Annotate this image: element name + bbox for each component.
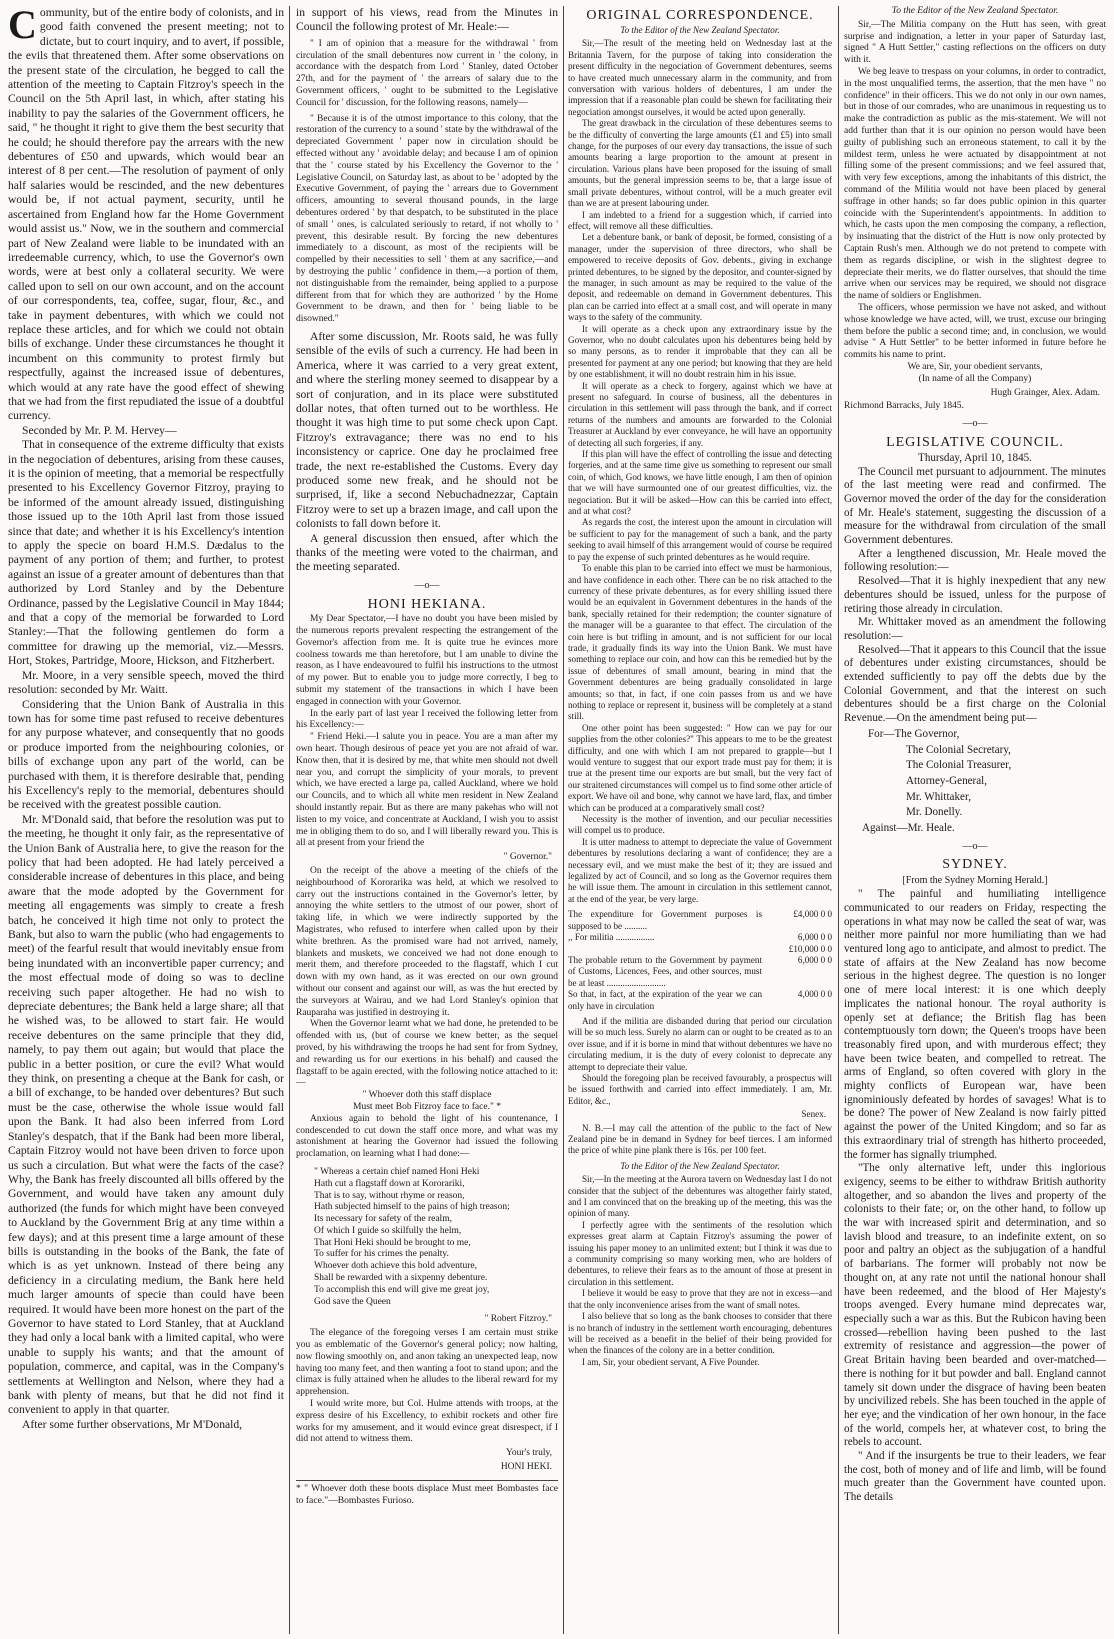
sydney-paragraph: " And if the insurgents be true to their leaders, we fear the cost, both of money and of life and limb, will be found much greater than the Government have counted upon. The details (844, 1450, 1106, 1504)
correspondence-title: ORIGINAL CORRESPONDENCE. (586, 8, 814, 23)
honi-letter-p6: The elegance of the foregoing verses I am certain must strike you as emblematic of the Governor's general policy; now halting, now flowing smoothly on, and anon taking an unexpected leap, now having too many feet, and then wanting a foot to stand upon; and the climax is fully attained when he alludes to the liberal reward for my apprehension. (296, 1328, 558, 1398)
table-row: The probable return to the Government by payment of Customs, Licences, Fees, and other sources, must be at least .......................... 6,000 0 0 (568, 954, 832, 988)
honi-letter-p7: I would write more, but Col. Hulme attends with troops, at the express desire of his Excellency, to exhibit rockets and other fire works for my amusement, and it would evince great disrespect, if I did not attend to witness them. (296, 1399, 558, 1445)
militia-letter-p3: The officers, whose permission we have not asked, and without whose knowledge we have acted, will, we trust, excuse our bringing them before the public a second time; and, in conclusion, we would advise " A Hutt Settler" to be better informed in future before he commits his name to print. (844, 302, 1106, 361)
letter-paragraph: I believe it would be easy to prove that they are not in excess—and that the only inconvenience arises from the want of small notes. (568, 1288, 832, 1310)
council-amendment: Resolved—That it appears to this Council that the issue of debentures under existing circumstances, should be extended sufficiently to pay off the debts due by the Colonial Government, and that the interest on such debentures should be a first charge on the Colonial Revenue.—On the amendment being put— (844, 643, 1106, 725)
poem-line: Hath cut a flagstaff down at Kororariki, (314, 1178, 465, 1189)
militia-signatures: Hugh Grainger, Alex. Adam. (990, 387, 1100, 398)
protest-intro: in support of his views, read from the Minutes in Council the following protest of Mr. Heale:— (296, 6, 558, 34)
heale-protest-2: " Because it is of the utmost importance to this colony, that the restoration of the currency to a sound ' state by the withdrawal of the depreciated Government ' paper now in circulation should be effected without any ' avoidable delay; and because I am of opinion that the ' course stated by his Excellency the Governor to the ' Legislative Council, on Saturday last, as about to be ' adopted by the Executive Government, of paying the ' arrears due to Government officers, amounting to several thousand pounds, in the large debentures ordered ' by that despatch, to be substituted in the place of small ' ones, is calculated seriously to retard, if not wholly to ' prevent, this desirable result. By forcing the new debentures immediately to a discount, as most of the recipients will be compelled by their necessities to sell ' them at any sacrifice,—and by destroying the public ' confidence in them,—a portion of them, not distinguishable from the remainder, being applied to a purpose different from that for which they are authorized ' by the Home Government to be drawn, and then for ' being liable to be disowned." (296, 113, 558, 325)
separator: —o— (414, 579, 440, 591)
poem-signature: " Robert Fitzroy." (484, 1314, 552, 1325)
letter-paragraph: The great drawback in the circulation of these debentures seems to be the difficulty of converting the large amounts (£1 and £5) into small change, for the purposes of our every day transactions, the issue of such amounts bearing a large proportion to the amount at present in circulation. Various plans have been proposed for the issuing of small amounts, but the general impression seems to be, that a large issue of small private debentures, without control, will be a much greater evil than we are at present labouring under. (568, 118, 832, 209)
seconded-line: Seconded by Mr. P. M. Hervey— (22, 423, 177, 437)
governor-letter: " Friend Heki.—I salute you in peace. You are a man after my own heart. Though desirous of peace yet you are not afraid of war. Know then, that it is desired by me, that white men should not dwell near you, and corrupt the simplicity of your morals, to prevent which, we have erected a large pa, called Auckland, where we hold our Councils, and to which all white men resident in New Zealand should instantly repair. But as there are many pakehas who will not listen to my voice, and concentrate at Auckland, I wish you to assist me in obliging them to do so, and I will liberally reward you. This is all at present from your friend the (296, 732, 558, 849)
poem-line: " Whereas a certain chief named Honi Heki (314, 1166, 480, 1177)
proclamation-poem (314, 1167, 558, 1309)
letter-paragraph: To enable this plan to be carried into effect we must be harmonious, and have confidence in each other. There can be no risk attached to the currency of these private debentures, as for every shilling issued there would be an equivalent in Government debentures in the hands of the bank, specially retained for their redemption; the counter signature of the manager will be a guarantee to that effect. The circulation of the coin here is but trifling in amount, and is not sufficient for our local trade, it gradually finds its way into the Union Bank. We must have something to replace our coin, and how can this be remedied but by the issue of debentures of small amount, bearing in mind that the Government debentures are being gradually consolidated in large amounts; so that, in fact, if one coin passes from us and we have nothing to replace or represent it, business will be completely at a stand still. (568, 563, 832, 722)
mcdonald-continuation: After some further observations, Mr M'Donald, (22, 1417, 243, 1431)
council-paragraph: After a lengthened discussion, Mr. Heale moved the following resolution:— (844, 547, 1106, 574)
letter-paragraph: As regards the cost, the interest upon the amount in circulation will be sufficient to pay for the management of such a bank, and the party seeking to avail himself of this arrangement would of course be required to pay the expense of such printed debentures as he would require. (568, 517, 832, 562)
poem-line: That is to say, without rhyme or reason, (314, 1190, 465, 1201)
expenditure-table (568, 909, 832, 1012)
honi-hekiana-title: HONI HEKIANA. (367, 597, 487, 613)
column-2 (296, 6, 558, 1634)
letter-paragraph: I perfectly agree with the sentiments of the resolution which expresses great alarm at Captain Fitzroy's assuming the power of issuing his paper money to an unlimited extent; but I think it was due to a community comprising so many working men, who are holders of debentures, to relieve their fears as to the amount of those at present in circulation in this settlement. (568, 1219, 832, 1287)
sydney-paragraph: "The only alternative left, under this inglorious exigency, seems to be either to withdraw British authority altogether, and so abandon the lives and property of the colonists to their fate; or, on the other hand, to follow up the war with increased spirit and determination, and so lavish blood and treasure, to an indefinite extent, on so poor and paltry an object as the subjugation of a handful of barbarians. The former will probably not now be thought on, at any rate not until the national honour shall have been redeemed, and the blood of Her Majesty's troops avenged. Every humane mind deprecates war, especially such a war as this. But the Rubicon having been crossed—rebellion having been pushed to the last extremity of resistance and aggression—the power of Great Britain having been bearded and over-matched—there is nothing for it but powder and ball. England cannot tamely sit down under the disgrace of having been beaten by uncivilized rebels. She has been touched in the apple of her eye; and the vindication of her own honour, in the face of the world, compels her, at whatever cost, to bring the rebels to account. (844, 1162, 1106, 1449)
vote-for-label: For—The Governor, (868, 727, 960, 740)
letter-closing: Your's truly, (505, 1448, 552, 1459)
resolution-union-bank: Considering that the Union Bank of Australia in this town has for some time past refused to receive debentures for any purpose whatever, and consequently that no goods or produce imported from the neighbouring colonies, or bills of exchange upon any part of the world, can be purchased with them, it is therefore desirable that, pending his Excellency's reply to the memorial, debentures should be received with the greatest possible caution. (8, 697, 284, 812)
militia-letter-p1: Sir,—The Militia company on the Hutt has seen, with great surprise and indignation, a letter in your paper of Saturday last, signed " A Hutt Settler," casting reflections on the officers on duty with it. (844, 19, 1106, 66)
poem-line: Of which I guide so skilfully the helm, (314, 1225, 462, 1236)
editor-address: To the Editor of the New Zealand Spectator. (891, 6, 1059, 16)
sydney-source: [From the Sydney Morning Herald.] (902, 875, 1048, 887)
letter-paragraph: N. B.—I may call the attention of the public to the fact of New Zealand pine be in demand in Sydney for beef tierces. I am informed the price of white pine plank there is 16s. per 100 feet. (568, 1122, 832, 1156)
vote-name: The Colonial Treasurer, (906, 759, 1012, 772)
senex-signature: Senex. (801, 1109, 826, 1120)
table-row: £10,000 0 0 (788, 943, 832, 954)
council-paragraph: Mr. Whittaker moved as an amendment the following resolution:— (844, 616, 1106, 642)
letter-paragraph: If this plan will have the effect of controlling the issue and detecting forgeries, and at the same time give us something to represent our small coin, of which, God knows, we have little enough, I am then of opinion that we will have surmounted one of our greatest difficulties, viz. the negociation. But it will be asked—How can this be carried into effect, and at what cost? (568, 449, 832, 517)
militia-closing: We are, Sir, your obedient servants, (907, 361, 1043, 372)
footnote: * " Whoever doth these boots displace Must meet Bombastes face to face."—Bombastes Furioso. (296, 1480, 558, 1507)
letter-paragraph: It will operate as a check upon any extraordinary issue by the Governor, who no doubt calculates upon his debentures being held by so many persons, as to render it improbable that they can all be presented for payment at any one period; but knowing that they are held by one establishment, it will no doubt restrain him in his issue. (568, 323, 832, 380)
militia-letter-p2: We beg leave to trespass on your columns, in order to contradict, in the most unqualified terms, the assertion, that the men have " no confidence" in their officers. This we do not only in our own names, but in those of our comrades, who are unanimous in requesting us to make the contradiction as public as the mis-statement. We will not add further than that it is our opinion no person would have been guilty of publishing such an erroneous statement, to call it by the mildest term, unless he were actuated by disappointment at not filling some of the present commissions; and we feel assured that, with very few exceptions, among the inhabitants of this district, the command of the Militia would not have been placed by general suffrage in other hands; so far does public opinion in this quarter coincide with the Superintendent's appointments. In addition to which, he casts upon the men composing the company, a reflection, by insinuating that the district of the Hutt is now only protected by Captain Rush's men. Although we do not pretend to compete with them as regards discipline, or wish in the slightest degree to depreciate their merits, we do flatter ourselves, that should the time arrive when our services may be required, we should not disgrace the name of soldiers or Englishmen. (844, 66, 1106, 302)
vote-name: Attorney-General, (906, 774, 988, 787)
separator: —o— (962, 840, 988, 852)
meeting-report-paragraph: Community, but of the entire body of colonists, and in good faith convened the present meeting; not to dictate, but to court inquiry, and to avert, if possible, the evils that threatened them. After some observations on the present state of the circulation, he begged to call the attention of the meeting to Captain Fitzroy's speech in the Council on the 5th April last, in which, after stating his inability to pay the salaries of the Government officers, he said, " he thought it right to give them the best security that he could; he should therefore pay the arrears with the new debentures of £50 and upwards, which would bear an interest of 8 per cent.—The resolution of payment of only half salaries would be rescinded, and the new debentures would be, if not actual payment, security, until he ascertained from England how far the Home Government would assist us." Now, we in the southern and commercial part of New Zealand were liable to be inundated with an irredeemable currency, which, to use the Governor's own words, were at best only a collateral security. We were called upon to sell on our own account, and on the account of our correspondents, tea, coffee, sugar, flour, &c., and take in payment debentures, with which we could not replace these articles, and for which we could not obtain bills of exchange. Under these circumstances he thought it incumbent on this community to protest firmly but respectfully, against the increased issue of debentures, which would at any rate have the good effect of shewing that we had from the first repudiated the issue of a doubtful currency. (8, 6, 284, 423)
vote-name: The Colonial Secretary, (906, 743, 1011, 756)
letter-signoff: I am, Sir, your obedient servant, A Five Pounder. (582, 1356, 760, 1367)
column-rule (838, 6, 839, 1634)
table-row: The expenditure for Government purposes is supposed to be .......... £4,000 0 0 (568, 909, 832, 931)
table-row: So that, in fact, at the expiration of the year we can only have in circulation 4,000 0 0 (568, 989, 832, 1011)
staff-notice-line-1: " Whoever doth this staff displace (362, 1090, 492, 1101)
vote-against: Against—Mr. Heale. (862, 822, 955, 835)
poem-line: Shall be rewarded with a sixpenny debenture. (314, 1273, 488, 1284)
letter-paragraph: It is utter madness to attempt to depreciate the value of Government debentures by resolutions declaring a want of confidence; they are a necessary evil, and we must make the best of it; they are issued and legalized by act of Council, and so long as the Governor requires them he will issue them. The amount in circulation in this settlement cannot, at the end of the year, be very large. (568, 836, 832, 904)
letter-paragraph: It will operate as a check to forgery, against which we have at present no safeguard. In course of business, all the debentures in circulation in this settlement will pass through the bank, and if correct returns of the numbers and amounts are forwarded to the Colonial Treasurer at Auckland by ever conveyance, he will have an opportunity of detecting all such forgeries, if any. (568, 380, 832, 448)
governor-signature: " Governor." (503, 852, 552, 863)
letter-paragraph: Sir,—The result of the meeting held on Wednesday last at the Britannia Tavern, for the purpose of taking into consideration the present difficulty in the negociation of Government debentures, seems to have created much unnecessary alarm in the community, and from conversation with various holders of debentures, I am under the impression that if a reasonable plan could be shewn for facilitating their negociation amongst ourselves, it would be acted upon generally. (568, 38, 832, 117)
third-resolution-intro: Mr. Moore, in a very sensible speech, moved the third resolution: seconded by Mr. Waitt. (8, 668, 284, 697)
poem-line: To suffer for his crimes the penalty. (314, 1249, 449, 1260)
column-rule (289, 6, 290, 1634)
vote-name: Mr. Donelly. (906, 806, 963, 819)
sydney-paragraph: " The painful and humiliating intelligence communicated to our readers on Friday, respecting the operations in what may now be called the seat of war, was neither more painful nor more humiliating than we had ventured long ago to anticipate, and almost to predict. The state of affairs at the New Zealand has now become serious in the highest degree. The question is no longer one of mere local interest: it is one which deeply implicates the national honour. The royal authority is openly set at defiance; the British flag has been contemptuously torn down; the Queen's troops have been treasonably fired upon, and with murderous effect; they have been twice beaten, and compelled to retreat. The arms of England, so often covered with glory in the mighty conflicts of European war, have been ignominiously defeated by hordes of savages! What is to be done? The power of New Zealand is now fairly pitted against the power of the United Kingdom; and so far as this extraordinary trial of strength has hitherto proceeded, the former has signally triumphed. (844, 888, 1106, 1161)
drop-cap: C (8, 6, 37, 47)
letter-signature: HONI HEKI. (500, 1462, 552, 1473)
honi-letter-p4: When the Governor learnt what we had done, he pretended to be offended with us, (but of course we knew better, as the sequel proved, by his withdrawing the troops he had sent for from Sydney, and rewarding us for our exertions in his behalf) and caused the flagstaff to be again erected, with the following notice attached to it:— (296, 1019, 558, 1089)
council-resolution: Resolved—That it is highly inexpedient that any new debentures should be issued, unless for the purpose of retiring those already in circulation. (844, 575, 1106, 615)
column-4 (844, 6, 1106, 1634)
editor-address: To the Editor of the New Zealand Spectator. (620, 25, 780, 35)
roots-speech: After some discussion, Mr. Roots said, he was fully sensible of the evils of such a currency. He had been in America, where it was carried to a very great extent, and where the sterling money seemed to disappear by a sort of conjuration, and in its place were substituted dollar notes, that often turned out to be worthless. He thought it was high time to put some check upon Capt. Fitzroy's extravagance; there was no end to his inconsistency or caprice. One day he proclaimed free trade, the next re-established the Customs. Every day produced some new freak, and he should not be surprised, if, like a second Nebuchadnezzar, Captain Fitzroy were to set up a brazen image, and call upon the colonists to fall down before it. (296, 329, 558, 531)
honi-letter-p2: In the early part of last year I received the following letter from his Excellency:— (296, 708, 558, 731)
honi-letter-p3: On the receipt of the above a meeting of the chiefs of the neighbourhood of Kororarika was held, at which we resolved to carry out the instructions contained in the Governor's letter, by annoying the white settlers to the utmost of our power, short of taking life, in which we were indirectly supported by the Magistrates, who refused to interfere when called upon by their white brethren. As the promised ware had not arrived, namely, blankets and muskets, we conceived we had not done enough to merit them, and therefore proceeded to the flagstaff, which I cut down with my own hand, as it was erected on our own ground without our consent and against our will, as was the hut erected by the surveyors at Wairau, and we had Lord Stanley's opinion that Rauparaha was justified in destroying it. (296, 865, 558, 1018)
council-paragraph: The Council met pursuant to adjournment. The minutes of the last meeting were read and confirmed. The Governor moved the order of the day for the consideration of Mr. Heale's statement, suggesting the discussion of a measure for the withdrawal from circulation of the small Government debentures. (844, 465, 1106, 547)
poem-line: To accomplish this end will give me great joy, (314, 1284, 490, 1295)
separator: —o— (962, 418, 988, 430)
table-row: ,, For militia ................. 6,000 0 0 (568, 932, 832, 943)
poem-line: Hath subjected himself to the pains of high treason; (314, 1202, 510, 1213)
letter-paragraph: Necessity is the mother of invention, and our peculiar necessities will compel us to produce. (568, 814, 832, 836)
heale-protest-1: " I am of opinion that a measure for the withdrawal ' from circulation of the small debentures now current in ' the colony, in accordance with the despatch from Lord ' Stanley, dated October 27th, and for the payment of ' the arrears of salary due to the Government officers, ' ought to be submitted to the Legislative Council for ' discussion, for the following reasons, namely— (296, 38, 558, 108)
column-3 (568, 6, 832, 1634)
poem-line: Whoever doth achieve this bold adventure, (314, 1261, 478, 1272)
letter-paragraph: Sir,—In the meeting at the Aurora tavern on Wednesday last I do not consider that the subject of the debentures was altogether fairly stated, and I am convinced that on the breaking up of the meeting, this was the opinion of many. (568, 1174, 832, 1219)
letter-paragraph: I am indebted to a friend for a suggestion which, if carried into effect, will remove all these difficulties. (568, 209, 832, 231)
letter-paragraph: And if the militia are disbanded during that period our circulation will be so much less. Surely no alarm can or ought to be created as to an over issue, and if it is borne in mind that without debentures we have no circulating medium, it is the duty of every colonist to deprecate any attempt to depreciate their value. (568, 1015, 832, 1072)
column-1 (8, 6, 284, 1634)
honi-letter-p1: My Dear Spectator,—I have no doubt you have been misled by the numerous reports prevalent respecting the estrangement of the Governor's affection from me. It is quite true he evinces more coolness towards me than heretofore, but I am unable to divine the reason, as I have endeavoured to fulfil his instructions to the utmost of my power. But to enable you to judge more correctly, I beg to submit my statement of the transactions in which I have been engaged in connection with your Governor. (296, 614, 558, 707)
column-rule (563, 6, 564, 1634)
editor-address: To the Editor of the New Zealand Spectator. (620, 1160, 780, 1171)
resolution-memorial: That in consequence of the extreme difficulty that exists in the negociation of debentures, arising from these causes, it is the opinion of meeting, that a memorial be respectfully presented to his Excellency Governor Fitzroy, praying to be informed of the amount already issued, distinguishing those issued up to the 10th April last from those issued since that date; and whether it is his Excellency's intention to apply the specie on board H.M.S. Dædalus to the payment of any portion of them; and further, to protest against an issue of a greater amount of debentures than that authorized by Lord Stanley and by the Debenture Ordinance, passed by the Legislative Council in May 1844; and that a copy of the memorial be forwarded to Lord Stanley:—That the following gentlemen do form a committee for drawing up the memorial, viz.—Messrs. Hort, Stokes, Partridge, Moore, Hickson, and Fitzherbert. (8, 438, 284, 668)
letter-paragraph: One other point has been suggested: " How can we pay for our supplies from the other colonies?" This appears to me to be the greatest difficulty, and one with which I am not prepared to grapple—but I would venture to suggest that our export trade must pay for them; it is true at the present time our exports are but small, but the very fact of our straitened circumstances will compel us to find some other article of export. We have oil and bone, why cannot we have lard, flax, and timber which can be produced at a comparatively small cost? (568, 722, 832, 813)
honi-letter-p5: Anxious again to behold the light of his countenance, I condescended to cut down the staff once more, and what was my astonishment at hearing the Governor had issued the following proclamation, on learning what I had done:— (296, 1113, 558, 1160)
militia-dateline: Richmond Barracks, July 1845. (844, 401, 965, 412)
poem-line: Its necessary for safety of the realm, (314, 1214, 452, 1225)
letter-paragraph: Let a debenture bank, or bank of deposit, be formed, consisting of a manager, under the supervision of three directors, who shall be empowered to receive deposits of Gov. debents., giving in exchange printed debentures, to be signed by the depositor, and counter-signed by the manager, in such amount as may be required to the value of the deposit, and redeemable on demand in Government debentures. This plan can be carried into effect at a small cost, and will operate in many ways to the safety of the community. (568, 232, 832, 323)
council-date: Thursday, April 10, 1845. (918, 451, 1032, 464)
mcdonald-speech: Mr. M'Donald said, that before the resolution was put to the meeting, he thought it only fair, as the representative of the Union Bank of Australia here, to give the reason for the policy that had been adopted. He had lately perceived a considerable increase of debentures in this place, and being aware that the mode adopted by the Government for meeting all engagements was simply to create a fresh batch, he conceived it high time not only to protect the Bank, but also to warn the public (who had engagements to meet) of the fearful result that would inevitably ensue from being inundated with an inconvertible paper currency; and the most effectual mode of doing so was to decline receiving such paper altogether. He had no wish to depreciate debentures; the Bank held a large share; all that he wished was, to be allowed to start fair. He would receive debentures on the same principle that they did, namely, to pay them out again; but would that place the public in a better position, or cure the evil? What would they think, on presenting a cheque at the Bank for cash, or a bill of exchange, to be handed over debentures? But such must be the case, otherwise the whole issue would fall upon the Bank. It had also been inferred from Lord Stanley's despatch, that if the Bank had been more liberal, Captain Fitzroy would not have been driven to force upon us such a circulation. But what were the facts of the case? Why, the Bank has freely discounted all bills offered by the Government, and would have taken any amount duly authorized (the funds for which might have been conveyed to Auckland by the Government Brig at any time within a few days); and at this present time a large amount of these bills is outstanding in the books of the Bank, the fate of which is as yet unknown. Instead of there being any deficiency in a circulating medium, the Bank here held much larger amounts of specie than could have been required. It would have been more honest on the part of the Governor to have stated to Lord Stanley, that at Auckland they had only a local bank with a limited capital, who were unable to supply his wants; and that the amount of population, commerce, and capital, was in the Company's settlements at Wellington and Nelson, where they had a bank with plenty of means, but that he did not find it convenient to apply in that quarter. (8, 812, 284, 1417)
legislative-council-title: LEGISLATIVE COUNCIL. (886, 434, 1064, 450)
meeting-close: A general discussion then ensued, after which the thanks of the meeting were voted to the chairman, and the meeting separated. (296, 531, 558, 574)
letter-paragraph: I also believe that so long as the bank chooses to consider that there is no branch of industry in the settlement worth encouraging, debentures will be received as a benefit in the belief of their being provided for when the finances of the colony are in a better condition. (568, 1311, 832, 1356)
staff-notice-line-2: Must meet Bob Fitzroy face to face." * (353, 1101, 501, 1112)
poem-line: That Honi Heki should be brought to me, (314, 1237, 471, 1248)
vote-name: Mr. Whittaker, (906, 790, 971, 803)
militia-closing-note: (In name of all the Company) (918, 373, 1032, 384)
sydney-title: SYDNEY. (942, 857, 1008, 873)
poem-line: God save the Queen (314, 1296, 391, 1307)
letter-paragraph: Should the foregoing plan be received favourably, a prospectus will be issued forthwith and carried into effect immediately. I am, Mr. Editor, &c., (568, 1072, 832, 1106)
